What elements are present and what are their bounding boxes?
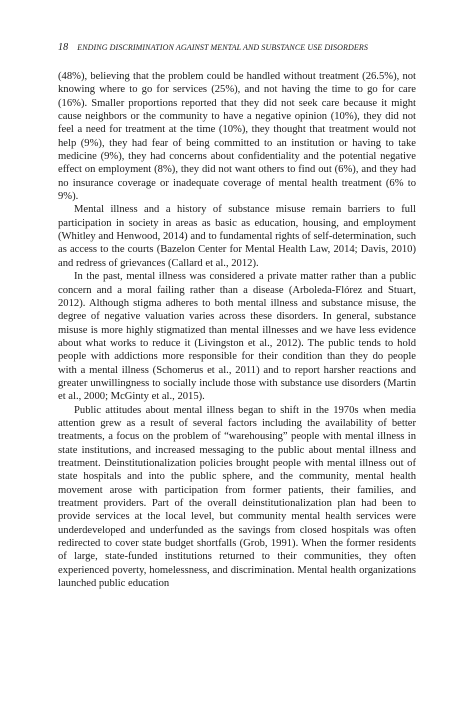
paragraph-4: Public attitudes about mental illness began to shift in the 1970s when media attention grew as a result of several factors including the availability of better treatments, a focus on the problem of “warehousing” people with mental illness in state institutions, and increased messaging to the public about mental illness and treatment. Deinstitutionalization policies brought people with mental illness out of state hospitals and into the public sphere, and the community, mental health movement arose with participation from former patients, their families, and treatment providers. Part of the overall deinstitutionalization plan had been to provide services at the local level, but community mental health services were underdeveloped and underfunded as the savings from closed hospitals was often redirected to cover state budget shortfalls (Grob, 1991). When the former residents of large, state-funded institutions returned to their communities, they often experienced poverty, homelessness, and discrimination. Mental health organizations launched public education: [58, 404, 416, 590]
body-text: [58, 70, 416, 590]
running-head: [58, 42, 416, 53]
paragraph-1: (48%), believing that the problem could be handled without treatment (26.5%), not knowing where to go for services (25%), and not having the time to go for care (16%). Smaller proportions reported that they did not seek care because it might cause neighbors or the community to have a negative opinion (10%), they did not feel a need for treatment at the time (10%), they thought that treatment would not help (9%), they had fear of being committed to an institution or having to take medicine (9%), they had concerns about confidentiality and the potential negative effect on employment (8%), they did not want others to find out (6%), and they had no insurance coverage or inadequate coverage of mental health treatment (6% to 9%).: [58, 71, 416, 203]
paragraph-2: Mental illness and a history of substance misuse remain barriers to full participation in society in areas as basic as education, housing, and employment (Whitley and Henwood, 2014) and to fundamental rights of self-determination, such as access to the courts (Bazelon Center for Mental Health Law, 2014; Davis, 2010) and redress of grievances (Callard et al., 2012).: [58, 204, 416, 269]
paragraph-3: In the past, mental illness was considered a private matter rather than a public concern and a moral failing rather than a disease (Arboleda-Flórez and Stuart, 2012). Although stigma adheres to both mental illness and substance misuse, the degree of negative valuation varies across these disorders. In general, substance misuse is more highly stigmatized than mental illnesses and we have less evidence about what works to reduce it (Livingston et al., 2012). The public tends to hold people with addictions more responsible for their condition than they do people with a mental illness (Schomerus et al., 2011) and to report harsher reactions and greater unwillingness to socially include those with substance use disorders (Martin et al., 2000; McGinty et al., 2015).: [58, 271, 416, 403]
page-number: 18: [58, 42, 69, 53]
running-head-title: ENDING DISCRIMINATION AGAINST MENTAL AND SUBSTANCE USE DISORDERS: [77, 43, 368, 52]
